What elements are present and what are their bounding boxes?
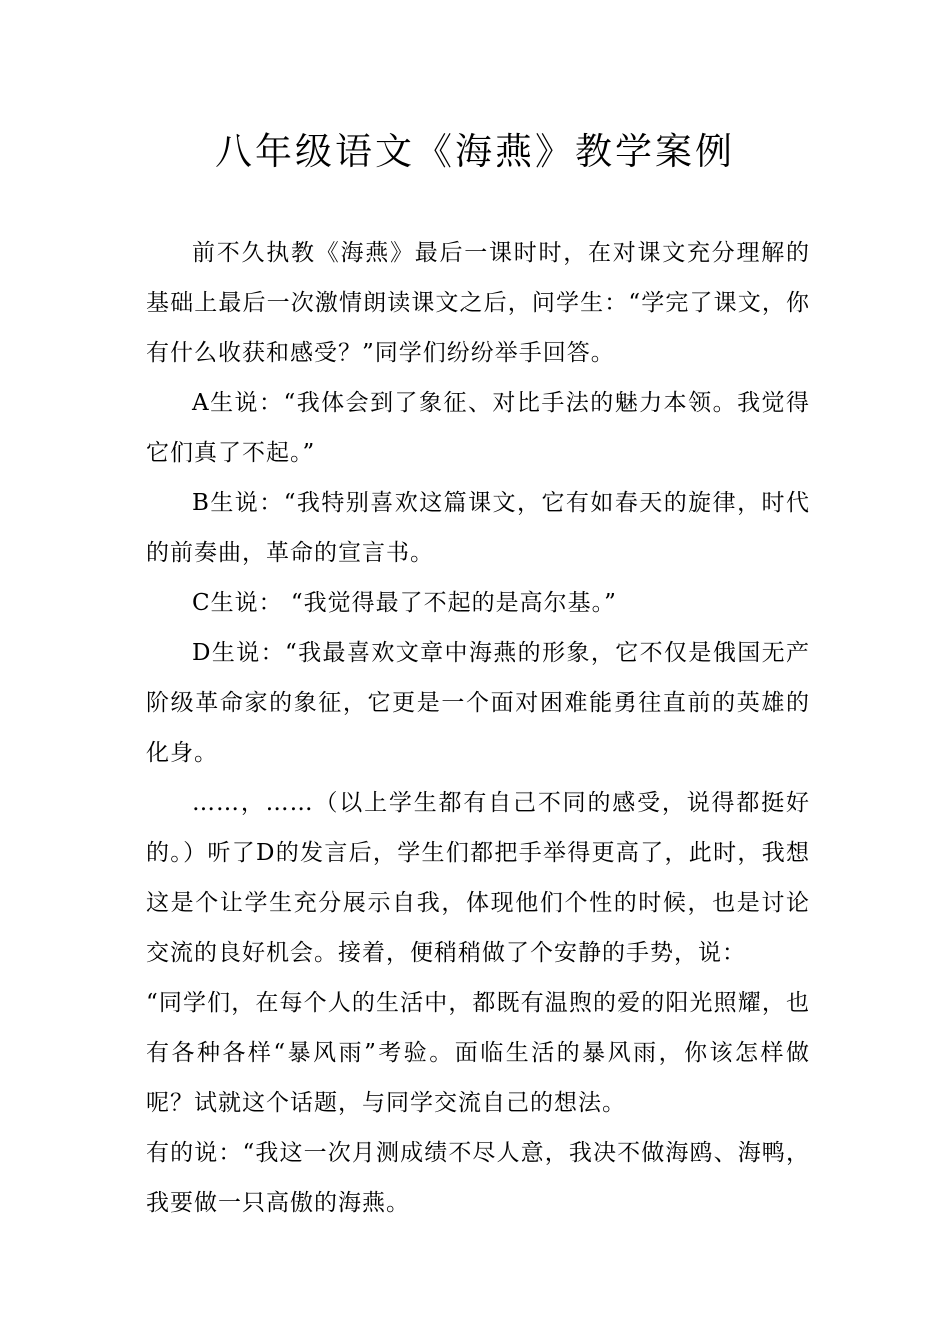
paragraph-student-c: C生说： “我觉得最了不起的是高尔基。” [192,590,617,616]
paragraph-teacher-reflection: ……，……（以上学生都有自己不同的感受，说得都挺好的。）听了D的发言后，学生们都把手举得更高了，此时，我想这是个让学生充分展示自我，体现他们个性的时候，也是讨论交流的良好机会。接着，便稍稍做了个安静的手势，说： [146,790,810,966]
paragraph-student-a: A生说：“我体会到了象征、对比手法的魅力本领。我觉得它们真了不起。” [146,390,810,466]
document-title: 八年级语文《海燕》教学案例 [215,130,735,173]
paragraph-student-response: 有的说：“我这一次月测成绩不尽人意，我决不做海鸥、海鸭，我要做一只高傲的海燕。 [146,1140,810,1216]
paragraph-intro: 前不久执教《海燕》最后一课时时，在对课文充分理解的基础上最后一次激情朗读课文之后，问学生：“学完了课文，你有什么收获和感受？”同学们纷纷举手回答。 [146,240,810,366]
document-body [146,228,810,1228]
paragraph-student-b: B生说：“我特别喜欢这篇课文，它有如春天的旋律，时代的前奏曲，革命的宣言书。 [146,490,810,566]
paragraph-teacher-question: “同学们，在每个人的生活中，都既有温煦的爱的阳光照耀，也有各种各样“暴风雨”考验。面临生活的暴风雨，你该怎样做呢？试就这个话题，与同学交流自己的想法。 [146,990,810,1116]
paragraph-student-d: D生说：“我最喜欢文章中海燕的形象，它不仅是俄国无产阶级革命家的象征，它更是一个面对困难能勇往直前的英雄的化身。 [146,640,810,766]
